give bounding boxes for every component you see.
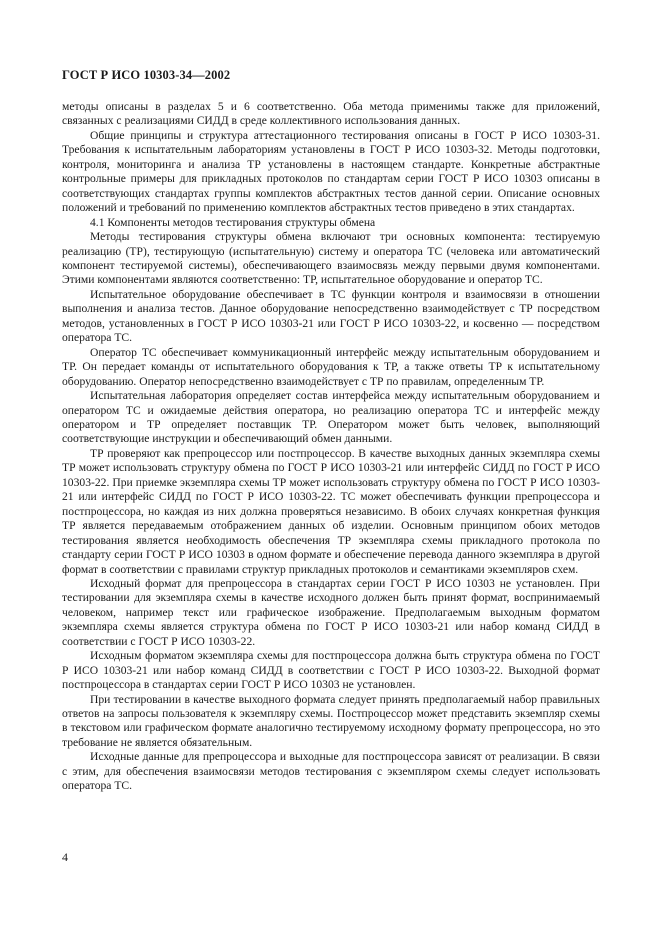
- paragraph-implementation-dependent: Исходные данные для препроцессора и выходные для постпроцессора зависят от реализации. В связи с этим, для обеспечения взаимосвязи методов тестирования с экземпляром схемы следует использовать оператора ТС.: [62, 750, 600, 793]
- paragraph-general-principles: Общие принципы и структура аттестационного тестирования описаны в ГОСТ Р ИСО 10303-31. Требования к испытательным лабораториям установлены в ГОСТ Р ИСО 10303-32. Методы подготовки, контроля, мониторинга и анализа ТР установлены в настоящем стандарте. Конкретные абстрактные контрольные примеры для прикладных протоколов по стандартам серии ГОСТ Р ИСО 10303 описаны в соответствующих стандартах группы комплектов абстрактных тестов данной серии. Описание основных положений и требований по применению комплектов абстрактных тестов приведено в этих стандартах.: [62, 128, 600, 215]
- paragraph-test-equipment: Испытательное оборудование обеспечивает в ТС функции контроля и взаимосвязи в отношении выполнения и анализа тестов. Данное оборудование непосредственно взаимодействует с ТР посредством методов, установленных в ГОСТ Р ИСО 10303-21 или ГОСТ Р ИСО 10303-22, и косвенно — посредством оператора ТС.: [62, 287, 600, 345]
- paragraph-preprocessor-postprocessor: ТР проверяют как препроцессор или постпроцессор. В качестве выходных данных экземпляра схемы ТР может использовать структуру обмена по ГОСТ Р ИСО 10303-21 или интерфейс СИДД по ГОСТ Р ИСО 10303-22. При приемке экземпляра схемы ТР может использовать структуру обмена по ГОСТ Р ИСО 10303-21 или интерфейс СИДД по ГОСТ Р ИСО 10303-22. ТС может обеспечивать функции препроцессора и постпроцессора, но каждая из них должна проверяться независимо. В обоих случаях конкретная функция ТР является передаваемым отображением данных об изделии. Основным принципом обоих методов тестирования является необходимость обеспечения ТР экземпляра схемы прикладного протокола по стандарту серии ГОСТ Р ИСО 10303 в одном формате и обеспечение перевода данного экземпляра в другой формат в соответствии с правилами структур прикладных протоколов и семантиками экземпляров схем.: [62, 446, 600, 576]
- paragraph-output-format-testing: При тестировании в качестве выходного формата следует принять предполагаемый набор правильных ответов на запросы пользователя к экземпляру схемы. Постпроцессор может представить экземпляр схемы в текстовом или графическом формате аналогично тестируемому исходному формату препроцессора, но это требование не является обязательным.: [62, 692, 600, 749]
- paragraph-continuation: методы описаны в разделах 5 и 6 соответственно. Оба метода применимы также для приложений, связанных с реализациями СИДД в среде коллективного использования данных.: [62, 100, 600, 128]
- paragraph-test-laboratory: Испытательная лаборатория определяет состав интерфейса между испытательным оборудованием и оператором ТС и ожидаемые действия оператора, но реализацию оператора ТС и интерфейс между оператором и ТР определяет поставщик ТР. Оператором может быть человек, выполняющий соответствующие инструкции и обеспечивающий обмен данными.: [62, 389, 600, 446]
- paragraph-preprocessor-source-format: Исходный формат для препроцессора в стандартах серии ГОСТ Р ИСО 10303 не установлен. При тестировании для экземпляра схемы в качестве исходного должен быть принят формат, воспринимаемый человеком, например текст или графическое изображение. Предполагаемым выходным форматом экземпляра схемы является структура обмена по ГОСТ Р ИСО 10303-21 или набор команд СИДД в соответствии с ГОСТ Р ИСО 10303-22.: [62, 576, 600, 648]
- page-number: 4: [62, 850, 68, 864]
- document-body: [62, 100, 600, 794]
- paragraph-postprocessor-source-format: Исходным форматом экземпляра схемы для постпроцессора должна быть структура обмена по ГОСТ Р ИСО 10303-21 или набор команд СИДД в соответствии с ГОСТ Р ИСО 10303-22. Выходной формат постпроцессора в стандартах серии ГОСТ Р ИСО 10303 не установлен.: [62, 649, 600, 692]
- paragraph-testing-components: Методы тестирования структуры обмена включают три основных компонента: тестируемую реализацию (ТР), тестирующую (испытательную) систему и оператора ТС (человека или автоматический компонент тестируемой системы), обеспечивающего взаимосвязь между первыми двумя компонентами. Этими компонентами являются соответственно: ТР, испытательное оборудование и оператор ТС.: [62, 230, 600, 287]
- section-heading-4-1: 4.1 Компоненты методов тестирования структуры обмена: [90, 215, 376, 229]
- document-header-title: ГОСТ Р ИСО 10303-34—2002: [62, 68, 231, 82]
- paragraph-ts-operator: Оператор ТС обеспечивает коммуникационный интерфейс между испытательным оборудованием и ТР. Он передает команды от испытательного оборудования к ТР, а также ответы ТР к испытательному оборудованию. Оператор непосредственно взаимодействует с ТР по правилам, определенным ТР.: [62, 345, 600, 388]
